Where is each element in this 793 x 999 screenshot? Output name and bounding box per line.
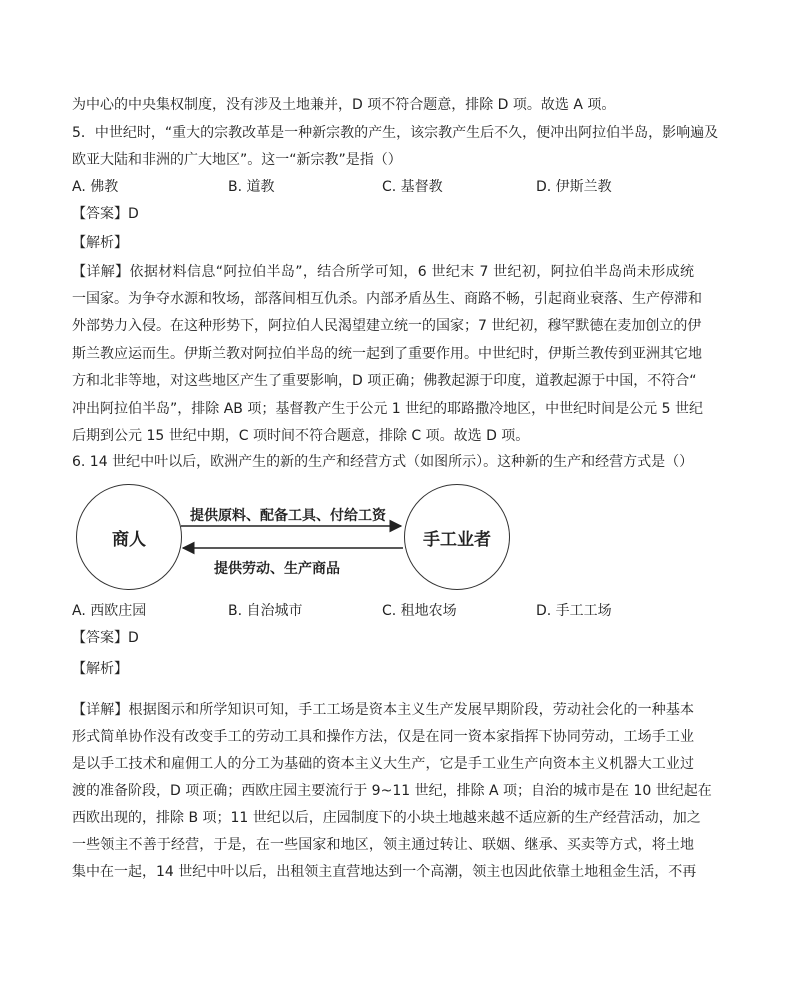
bottom-arrow-label: 提供劳动、生产商品 xyxy=(214,561,340,577)
question-5-option-c: C. 基督教 xyxy=(382,179,443,195)
question-6-detail-line: 集中在一起，14 世纪中叶以后，出租领主直营地达到一个高潮，领主也因此依靠土地租金生活，不再 xyxy=(72,864,697,880)
question-6-detail-line: 是以手工技术和雇佣工人的分工为基础的资本主义大生产，它是手工业生产向资本主义机器大工业过 xyxy=(72,756,694,772)
question-5-detail-line: 方和北非等地，对这些地区产生了重要影响，D 项正确；佛教起源于印度，道教起源于中国，不符合“ xyxy=(72,373,697,389)
question-6-detail-line: 一些领主不善于经营，于是，在一些国家和地区，领主通过转让、联姻、继承、买卖等方式，将土地 xyxy=(72,837,694,853)
question-6-stem: 6. 14 世纪中叶以后，欧洲产生的新的生产和经营方式（如图所示）。这种新的生产和经营方式是（） xyxy=(72,454,694,470)
question-5-detail-line: 【详解】依据材料信息“阿拉伯半岛”，结合所学可知，6 世纪末 7 世纪初，阿拉伯半岛尚未形成统 xyxy=(72,264,694,280)
paragraph-line: 为中心的中央集权制度，没有涉及土地兼并，D 项不符合题意，排除 D 项。故选 A 项。 xyxy=(72,97,616,113)
question-5-stem: 5．中世纪时，“重大的宗教改革是一种新宗教的产生，该宗教产生后不久，便冲出阿拉伯半岛，影响遍及 xyxy=(72,125,719,141)
question-5-answer: 【答案】D xyxy=(72,206,139,222)
question-5-detail-line: 外部势力入侵。在这种形势下，阿拉伯人民渴望建立统一的国家；7 世纪初，穆罕默德在麦加创立的伊 xyxy=(72,318,702,334)
question-5-analysis-heading: 【解析】 xyxy=(72,235,128,251)
question-5-detail-line: 斯兰教应运而生。伊斯兰教对阿拉伯半岛的统一起到了重要作用。中世纪时，伊斯兰教传到亚洲其它地 xyxy=(72,346,702,362)
merchant-node-label: 商人 xyxy=(112,529,146,550)
question-6-detail-line: 形式简单协作没有改变手工的劳动工具和操作方法，仅是在同一资本家指挥下协同劳动，工场手工业 xyxy=(72,729,694,745)
question-5-option-d: D. 伊斯兰教 xyxy=(536,179,612,195)
question-5-detail-line: 一国家。为争夺水源和牧场，部落间相互仇杀。内部矛盾丛生、商路不畅，引起商业衰落、生产停滞和 xyxy=(72,291,702,307)
question-6-option-b: B. 自治城市 xyxy=(228,603,303,619)
question-6-answer: 【答案】D xyxy=(72,630,139,646)
question-6-analysis-heading: 【解析】 xyxy=(72,661,128,677)
question-6-detail-line: 渡的准备阶段，D 项正确；西欧庄园主要流行于 9~11 世纪，排除 A 项；自治的城市是在 10 世纪起在 xyxy=(72,783,712,799)
question-6-option-d: D. 手工工场 xyxy=(536,603,612,619)
question-5-detail-line: 后期到公元 15 世纪中期，C 项时间不符合题意，排除 C 项。故选 D 项。 xyxy=(72,428,530,444)
question-5-detail-line: 冲出阿拉伯半岛”，排除 AB 项；基督教产生于公元 1 世纪的耶路撒冷地区，中世纪时间是公元 5 世纪 xyxy=(72,401,703,417)
question-5-stem-cont: 欧亚大陆和非洲的广大地区”。这一“新宗教”是指（） xyxy=(72,152,402,168)
question-6-detail-line: 西欧出现的，排除 B 项；11 世纪以后，庄园制度下的小块土地越来越不适应新的生产经营活动，加之 xyxy=(72,810,701,826)
question-5-option-a: A. 佛教 xyxy=(72,179,119,195)
artisan-node-label: 手工业者 xyxy=(423,529,491,550)
top-arrow-label: 提供原料、配备工具、付给工资 xyxy=(190,508,386,524)
question-6-option-a: A. 西欧庄园 xyxy=(72,603,147,619)
question-6-option-c: C. 租地农场 xyxy=(382,603,457,619)
question-5-option-b: B. 道教 xyxy=(228,179,275,195)
question-6-detail-line: 【详解】根据图示和所学知识可知，手工工场是资本主义生产发展早期阶段，劳动社会化的一种基本 xyxy=(72,702,694,718)
